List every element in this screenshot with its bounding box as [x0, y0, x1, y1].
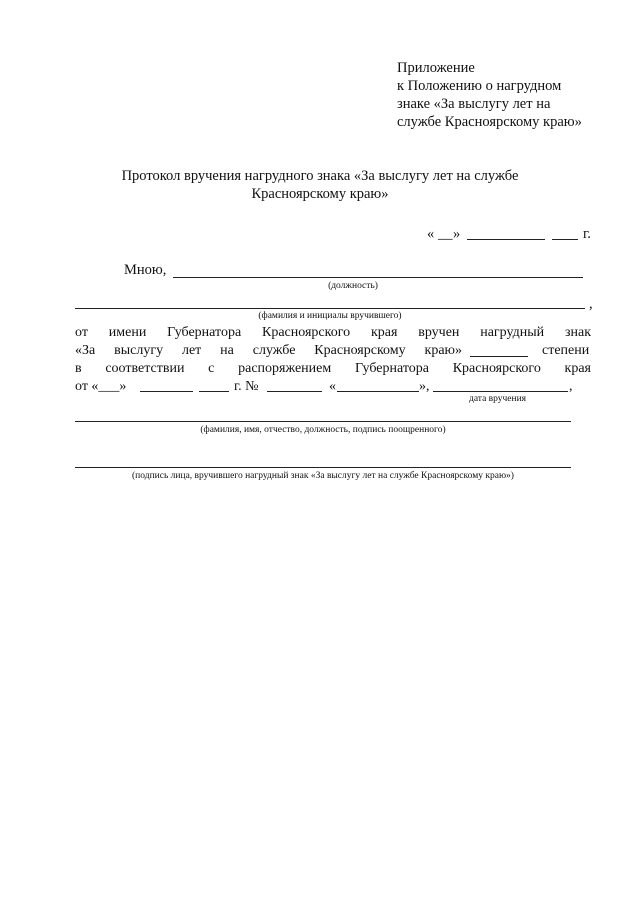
- degree-label: степени: [542, 343, 590, 358]
- date-year-blank: [552, 239, 578, 240]
- date-month-blank: [467, 239, 545, 240]
- date-year-suffix: г.: [583, 226, 591, 242]
- appendix-line-4: службе Красноярскому краю»: [397, 114, 582, 130]
- document-title-line-1: Протокол вручения нагрудного знака «За выслугу лет на службе: [121, 168, 519, 184]
- delivery-date-caption: дата вручения: [469, 394, 527, 404]
- presenter-name-field-line: [75, 308, 585, 309]
- order-date-label: от «___»: [75, 379, 127, 394]
- position-caption: (должность): [328, 281, 378, 291]
- presenter-name-caption: (фамилия и инициалы вручившего): [258, 311, 402, 321]
- para-line-1: от имени Губернатора Красноярского края вручен нагрудный знак: [75, 325, 591, 340]
- degree-field-line: [470, 356, 528, 357]
- order-number-line: [267, 391, 322, 392]
- para-line-2-text: «За выслугу лет на службе Красноярскому краю»: [75, 343, 462, 358]
- giver-caption: (подпись лица, вручившего нагрудный знак «За выслугу лет на службе Красноярскому краю»): [132, 471, 514, 481]
- by-me-label: Мною,: [124, 262, 167, 278]
- appendix-line-2: к Положению о нагрудном: [397, 78, 562, 94]
- order-name-close-quote: »,: [419, 379, 430, 394]
- appendix-line-1: Приложение: [397, 60, 475, 76]
- date-close-quote: »: [453, 226, 461, 242]
- order-name-line: [337, 391, 419, 392]
- order-year-line: [199, 391, 229, 392]
- order-number-label: г. №: [234, 379, 259, 394]
- delivery-date-line: [433, 391, 568, 392]
- awardee-field-line: [75, 421, 571, 422]
- giver-signature-line: [75, 467, 571, 468]
- date-day-blank: __: [438, 226, 453, 242]
- delivery-date-comma: ,: [569, 379, 573, 394]
- awardee-caption: (фамилия, имя, отчество, должность, подпись поощренного): [200, 425, 446, 435]
- appendix-line-3: знаке «За выслугу лет на: [397, 96, 551, 112]
- date-open-quote: «: [427, 226, 435, 242]
- para-line-3: в соответствии с распоряжением Губернатора Красноярского края: [75, 361, 591, 376]
- document-title-line-2: Красноярскому краю»: [251, 186, 389, 202]
- order-month-line: [140, 391, 193, 392]
- presenter-name-comma: ,: [589, 296, 593, 312]
- position-field-line: [173, 277, 583, 278]
- order-name-open-quote: «: [329, 379, 336, 394]
